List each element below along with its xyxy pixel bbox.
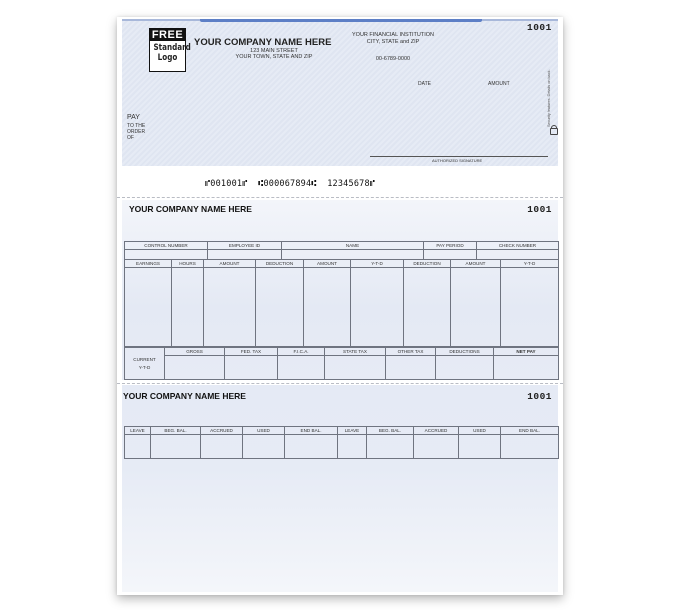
header-fica: F.I.C.A. [278, 348, 325, 356]
logo-free-text: FREE [151, 29, 184, 41]
padlock-icon [550, 128, 558, 135]
company-name: YOUR COMPANY NAME HERE [194, 37, 332, 48]
header-used: USED [243, 427, 285, 435]
institution-name: YOUR FINANCIAL INSTITUTION [352, 32, 434, 38]
ytd-label: Y-T-D [138, 364, 151, 370]
header-name: NAME [282, 242, 424, 250]
end-bal-cell [285, 435, 338, 459]
routing-fraction: 00-6789-0000 [375, 56, 411, 62]
payroll-check-document [117, 17, 563, 595]
current-label: CURRENT [133, 356, 156, 362]
amount-label: AMOUNT [488, 81, 510, 87]
security-note [545, 63, 553, 131]
pay-period-value [424, 250, 477, 260]
perforation-line-2 [117, 383, 563, 384]
company-city: YOUR TOWN, STATE AND ZIP [235, 54, 313, 60]
ytd-cell [351, 268, 404, 347]
leave-balance-table [124, 426, 559, 459]
amount-cell [204, 268, 256, 347]
logo-standard-text: Standard [153, 43, 191, 53]
hours-cell [172, 268, 204, 347]
security-note-text: Security features. Details on back. [547, 69, 551, 127]
employee-id-value [208, 250, 282, 260]
header-ytd: Y-T-D [351, 260, 404, 268]
header-net-pay: NET PAY [494, 348, 559, 356]
signature-label: AUTHORIZED SIGNATURE [432, 158, 483, 163]
gross-cell [165, 356, 225, 380]
header-leave: LEAVE [125, 427, 151, 435]
leave-stub [122, 385, 558, 592]
header-ytd: Y-T-D [501, 260, 559, 268]
net-pay-cell [494, 356, 559, 380]
fica-cell [278, 356, 325, 380]
state-tax-cell [325, 356, 386, 380]
of-label: OF [127, 135, 134, 141]
header-fed-tax: FED. TAX [225, 348, 278, 356]
header-end-bal: END BAL. [285, 427, 338, 435]
header-amount: AMOUNT [304, 260, 351, 268]
end-bal-cell [501, 435, 559, 459]
header-check-number: CHECK NUMBER [477, 242, 559, 250]
deduction-cell [404, 268, 451, 347]
leave-cell [125, 435, 151, 459]
beg-bal-cell [367, 435, 414, 459]
control-number-value [125, 250, 208, 260]
micr-line: ⑈001001⑈ ⑆000067894⑆ 12345678⑈ [205, 179, 376, 189]
deduction-cell [256, 268, 304, 347]
header-amount: AMOUNT [204, 260, 256, 268]
pay-label: PAY [127, 114, 140, 121]
header-pay-period: PAY PERIOD [424, 242, 477, 250]
signature-line [370, 156, 548, 157]
current-ytd-labels [125, 348, 165, 380]
stub2-check-number: 1001 [527, 391, 552, 402]
used-cell [243, 435, 285, 459]
other-tax-cell [386, 356, 436, 380]
header-used: USED [459, 427, 501, 435]
header-accrued: ACCRUED [201, 427, 243, 435]
header-state-tax: STATE TAX [325, 348, 386, 356]
header-leave: LEAVE [338, 427, 367, 435]
header-deduction: DEDUCTION [404, 260, 451, 268]
check-number-value [477, 250, 559, 260]
ytd-cell [501, 268, 559, 347]
check-number: 1001 [527, 22, 552, 33]
earnings-deductions-table [124, 259, 559, 347]
beg-bal-cell [151, 435, 201, 459]
earnings-stub [122, 200, 558, 380]
earnings-cell [125, 268, 172, 347]
logo-logo-text: Logo [157, 53, 178, 63]
stub1-check-number: 1001 [527, 204, 552, 215]
company-address: 123 MAIN STREET [250, 48, 298, 54]
stub1-company-name: YOUR COMPANY NAME HERE [129, 204, 252, 214]
company-logo [149, 28, 191, 72]
header-earnings: EARNINGS [125, 260, 172, 268]
check-accent-bar [200, 19, 482, 22]
leave-cell [338, 435, 367, 459]
header-amount: AMOUNT [451, 260, 501, 268]
header-deduction: DEDUCTION [256, 260, 304, 268]
header-control-number: CONTROL NUMBER [125, 242, 208, 250]
check-face [122, 19, 558, 166]
institution-city: CITY, STATE and ZIP [366, 39, 420, 45]
deductions-cell [436, 356, 494, 380]
order-label: ORDER [127, 129, 146, 135]
fed-tax-cell [225, 356, 278, 380]
header-gross: GROSS [165, 348, 225, 356]
name-value [282, 250, 424, 260]
to-the-label: TO THE [127, 123, 146, 129]
header-other-tax: OTHER TAX [386, 348, 436, 356]
perforation-line-1 [117, 197, 563, 198]
amount-cell [304, 268, 351, 347]
totals-table [124, 347, 559, 380]
used-cell [459, 435, 501, 459]
header-accrued: ACCRUED [414, 427, 459, 435]
header-beg-bal: BEG. BAL. [151, 427, 201, 435]
header-deductions: DEDUCTIONS [436, 348, 494, 356]
stub2-company-name: YOUR COMPANY NAME HERE [123, 391, 246, 401]
accrued-cell [201, 435, 243, 459]
header-employee-id: EMPLOYEE ID [208, 242, 282, 250]
header-beg-bal: BEG. BAL. [367, 427, 414, 435]
header-end-bal: END BAL. [501, 427, 559, 435]
header-hours: HOURS [172, 260, 204, 268]
date-label: DATE [418, 81, 431, 87]
amount-cell [451, 268, 501, 347]
accrued-cell [414, 435, 459, 459]
employee-info-table [124, 241, 559, 260]
